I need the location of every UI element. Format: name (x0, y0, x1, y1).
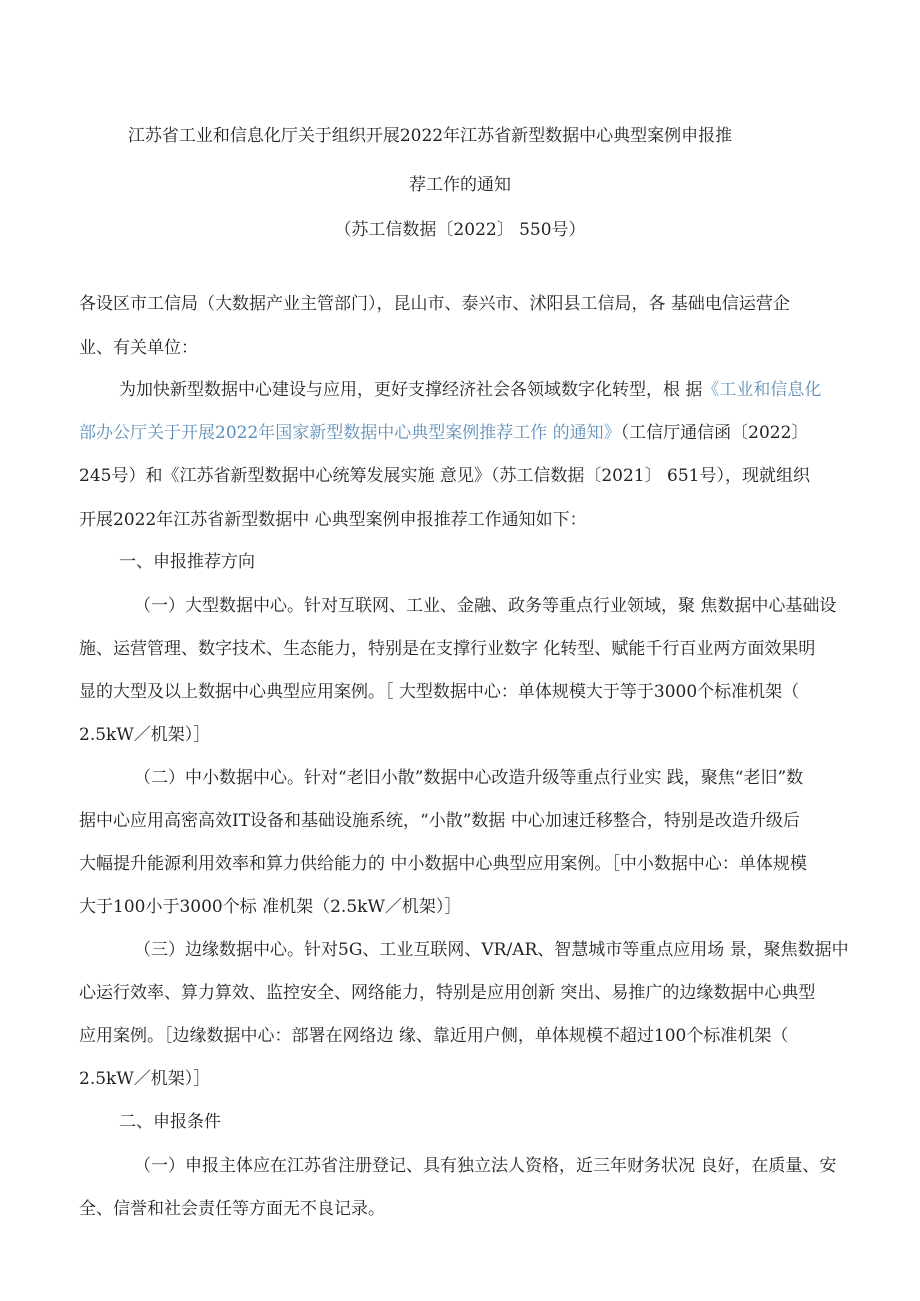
section-1-item-3-line: 心运行效率、算力算效、监控安全、网络能力，特别是应用创新 突出、易推广的边缘数据中心典型 (79, 983, 816, 1003)
intro-line-1 (119, 378, 821, 402)
intro-line-2 (79, 421, 808, 445)
section-1-item-1-line: （一）大型数据中心。针对互联网、工业、金融、政务等重点行业领域，聚 焦数据中心基础设 (134, 596, 837, 616)
intro-line-3: 245号）和《江苏省新型数据中心统筹发展实施 意见》（苏工信数据〔2021〕 651号），现就组织 (79, 466, 810, 486)
section-2-item-1-line: 全、信誉和社会责任等方面无不良记录。 (79, 1199, 385, 1219)
section-1-heading: 一、申报推荐方向 (119, 552, 255, 572)
section-1-item-3-line: （三）边缘数据中心。针对5G、工业互联网、VR/AR、智慧城市等重点应用场 景，聚焦数据中 (134, 940, 849, 960)
section-1-item-2-line: （二）中小数据中心。针对“老旧小散”数据中心改造升级等重点行业实 践，聚焦“老旧”数 (134, 768, 804, 788)
section-2-item-1-line: （一）申报主体应在江苏省注册登记、具有独立法人资格，近三年财务状况 良好，在质量、安 (134, 1156, 837, 1176)
section-1-item-1-line: 2.5kW／机架）］ (79, 725, 211, 745)
section-1-item-1-line: 显的大型及以上数据中心典型应用案例。［ 大型数据中心：单体规模大于等于3000个标准机架（ (79, 682, 800, 702)
section-1-item-3-line: 2.5kW／机架）］ (79, 1069, 211, 1089)
section-1-item-2-line: 大幅提升能源利用效率和算力供给能力的 中小数据中心典型应用案例。［中小数据中心：单体规模 (79, 854, 807, 874)
section-1-item-3-line: 应用案例。［边缘数据中心：部署在网络边 缘、靠近用户侧，单体规模不超过100个标准机架（ (79, 1026, 789, 1046)
section-2-heading: 二、申报条件 (119, 1112, 221, 1132)
intro-text: （工信厅通信函〔2022〕 (620, 423, 809, 443)
intro-line-4: 开展2022年江苏省新型数据中 心典型案例申报推荐工作通知如下： (79, 510, 587, 530)
intro-text: 为加快新型数据中心建设与应用，更好支撑经济社会各领域数字化转型，根 据 (119, 380, 703, 400)
document-title-line-1: 江苏省工业和信息化厅关于组织开展2022年江苏省新型数据中心典型案例申报推 (127, 126, 733, 146)
policy-link[interactable]: 《工业和信息化 (702, 380, 822, 400)
section-1-item-2-line: 大于100小于3000个标 准机架（2.5kW／机架）］ (79, 897, 462, 917)
addressee-line-2: 业、有关单位： (79, 338, 198, 358)
section-1-item-1-line: 施、运营管理、数字技术、生态能力，特别是在支撑行业数字 化转型、赋能千行百业两方面效果明 (79, 639, 816, 659)
section-1-item-2-line: 据中心应用高密高效IT设备和基础设施系统，“小散”数据 中心加速迁移整合，特别是改造升级后 (79, 811, 800, 831)
document-number: （苏工信数据〔2022〕 550号） (334, 220, 586, 240)
policy-link-continued[interactable]: 部办公厅关于开展2022年国家新型数据中心典型案例推荐工作 的通知》 (79, 423, 621, 443)
addressee-line-1: 各设区市工信局（大数据产业主管部门），昆山市、泰兴市、沭阳县工信局，各 基础电信运营企 (79, 294, 790, 314)
document-title-line-2: 荐工作的通知 (409, 175, 511, 195)
